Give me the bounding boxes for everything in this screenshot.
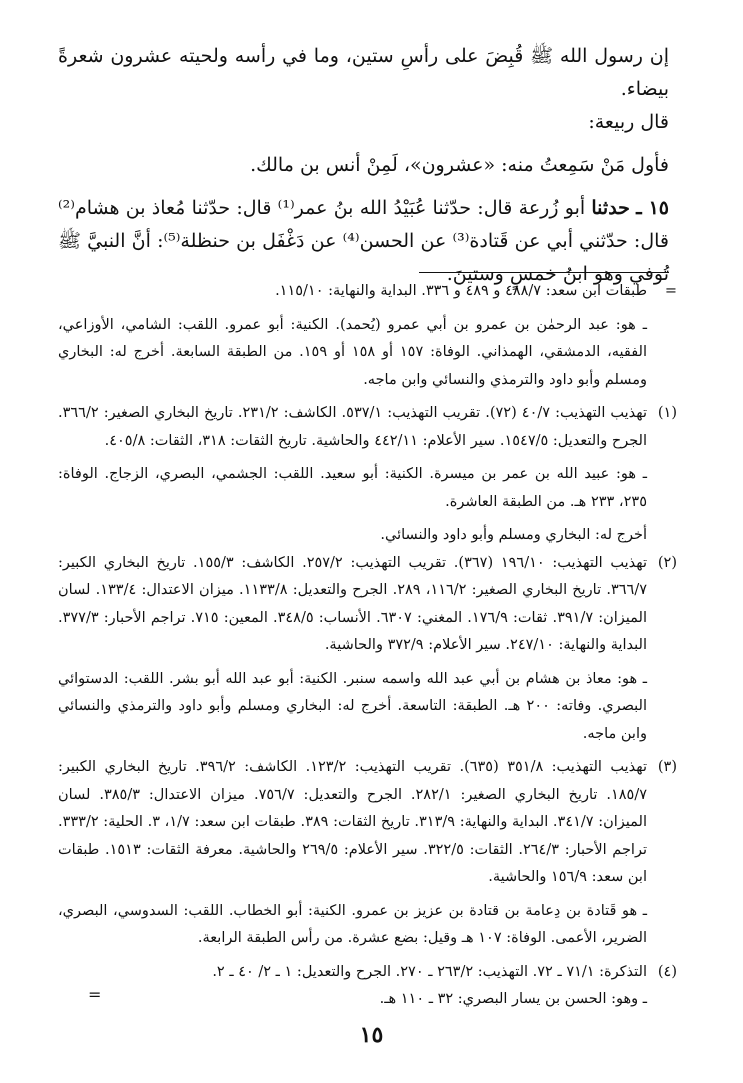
footnote-refs: تهذيب التهذيب: ٣٥١/٨ (٦٣٥). تقريب التهذيب: ١٢٣/٢. الكاشف: ٣٩٦/٢. تاريخ البخاري الكبير: ١٨٥/٧. تاريخ البخاري الصغير: ٢٨٢/١. الجرح والتعديل: ٧٥٦/٧. ميزان الاعتدال: ٣٨٥/٣. لسان الميزان: ٣٤١/٧. البداية والنهاية: ٣١٣/٩. تاريخ الثقات: ٣٨٩. طبقات ابن سعد: ١/٧، ٣. الحلية: ٣٣٣/٢. تراجم الأحبار: ٢٦٤/٣. الثقات: ٣٢٢/٥. سير الأعلام: ٢٦٩/٥ والحاشية. معرفة الثقات: ١٥١٣. طبقات ابن سعد: ١٥٦/٩ والحاشية. [58,759,647,885]
footnote-number: (٢) [657,554,677,571]
footnote-4 [58,959,677,987]
footnote-bio: ـ هو قَتادة بن دِعامة بن قتادة بن عزيز بن عمرو. الكنية: أبو الخطاب. اللقب: السدوسي، البصري، الضرير، الأعمى. الوفاة: ١٠٧ هـ وقيل: بضع عشرة. من رأس الطبقة الرابعة. [58,902,647,946]
footnote-bio: ـ هو: معاذ بن هشام بن أبي عبد الله واسمه سنبر. الكنية: أبو عبد الله أبو بشر. اللقب: الدستوائي البصري. وفاته: ٢٠٠ هـ. الطبقة: التاسعة. أخرج له: البخاري ومسلم وأبو داود والترمذي والنسائي وابن ماجه. [58,670,647,742]
footnote-separator [419,272,669,273]
footnote-refs: التذكرة: ٧١/١ ـ ٧٢. التهذيب: ٢٦٣/٢ ـ ٢٧٠. الجرح والتعديل: ١ ـ ٢/ ٤٠ ـ ٢. [212,963,647,980]
footnote-bio: ـ هو: عبيد الله بن عمر بن ميسرة. الكنية: أبو سعيد. اللقب: الجشمي، البصري، الزجاج. الوفاة: ٢٣٥، ٢٣٣ هـ. من الطبقة العاشرة. [58,466,647,510]
footnote-2 [58,550,677,660]
footnote-text: طبقات ابن سعد: ٤٨٨/٧ و ٤٨٩ و ٣٣٦. البداية والنهاية: ١١٥/١٠. [275,283,647,299]
footnote-sub [58,461,677,550]
footnote-sub [58,986,677,1014]
footnote-3 [58,754,677,892]
hadith-keyword: حدثنا [591,197,630,219]
footnote-number: (٤) [657,963,677,980]
continuation-marker: = [88,985,102,1004]
footnote-1 [58,400,677,455]
main-paragraph-2: قال ربيعة: [588,111,669,133]
footnote-refs: تهذيب التهذيب: ٤٠/٧ (٧٢). تقريب التهذيب: ٥٣٧/١. الكاشف: ٢٣١/٢. تاريخ البخاري الصغير: ٣٦٦/٢. الجرح والتعديل: ١٥٤٧/٥. سير الأعلام: ٤٤٢/١١ والحاشية. تاريخ الثقات: ٣١٨، الثقات: ٤٠٥/٨. [58,405,647,449]
footnote-refs: تهذيب التهذيب: ١٩٦/١٠ (٣٦٧). تقريب التهذيب: ٢٥٧/٢. الكاشف: ١٥٥/٣. تاريخ البخاري الكبير: ٣٦٦/٧. تاريخ البخاري الصغير: ١١٦/٢، ٢٨٩. الجرح والتعديل: ١١٣٣/٨. ميزان الاعتدال: ١٣٣/٤. لسان الميزان: ٣٩١/٧. ثقات: ١٧٦/٩. المغني: ٦٣٠٧. الأنساب: ٣٤٨/٥. المعين: ٧١٥. تراجم الأحبار: ٣٧٧/٣. البداية والنهاية: ٢٤٧/١٠. سير الأعلام: ٣٧٢/٩ والحاشية. [58,554,648,653]
hadith-number: ١٥ ـ [636,197,669,219]
footnote-sub [58,898,677,953]
main-text [58,40,669,291]
footnote-outputs: أخرج له: البخاري ومسلم وأبو داود والنسائي. [380,527,647,543]
hadith-15 [58,192,669,291]
footnote-number: (١) [657,405,677,421]
footnote-sub [58,666,677,749]
footnote-sub [58,312,677,395]
footnote-bio: ـ وهو: الحسن بن يسار البصري: ٣٢ ـ ١١٠ هـ. [379,991,647,1007]
footnote-marker: = [664,283,677,299]
footnote-continued [58,278,677,306]
main-paragraph-3: فأول مَنْ سَمِعتُ منه: «عشرون»، لَمِنْ أنس بن مالك. [250,154,669,176]
footnote-number: (٣) [657,759,677,775]
footnotes [58,278,677,1014]
footnote-bio: ـ هو: عبد الرحمٰن بن عمرو بن أبي عمرو (يُحمد). الكنية: أبو عمرو. اللقب: الشامي، الأوزاعي، الفقيه، الدمشقي، الهمذاني. الوفاة: ١٥٧ أو ١٥٨ أو ١٥٩. من الطبقة السابعة. أخرج له: البخاري ومسلم وأبو داود والترمذي والنسائي وابن ماجه. [58,316,648,388]
page-number: ١٥ [359,1022,384,1048]
hadith-text: أبو زُرعة قال: حدّثنا عُبَيْدُ الله بنُ عمر⁽¹⁾ قال: حدّثنا مُعاذ بن هشام⁽²⁾ قال: حدّثني أبي عن قَتادة⁽³⁾ عن الحسن⁽⁴⁾ عن دَغْفَل بن حنظلة⁽⁵⁾: أنَّ النبيَّ ﷺ تُوفي وهو ابنُ خمسٍ وستينَ. [58,197,669,285]
main-paragraph-1: إن رسول الله ﷺ قُبِضَ على رأسِ ستين، وما في رأسه ولحيته عشرون شعرةً بيضاء. [58,45,669,100]
